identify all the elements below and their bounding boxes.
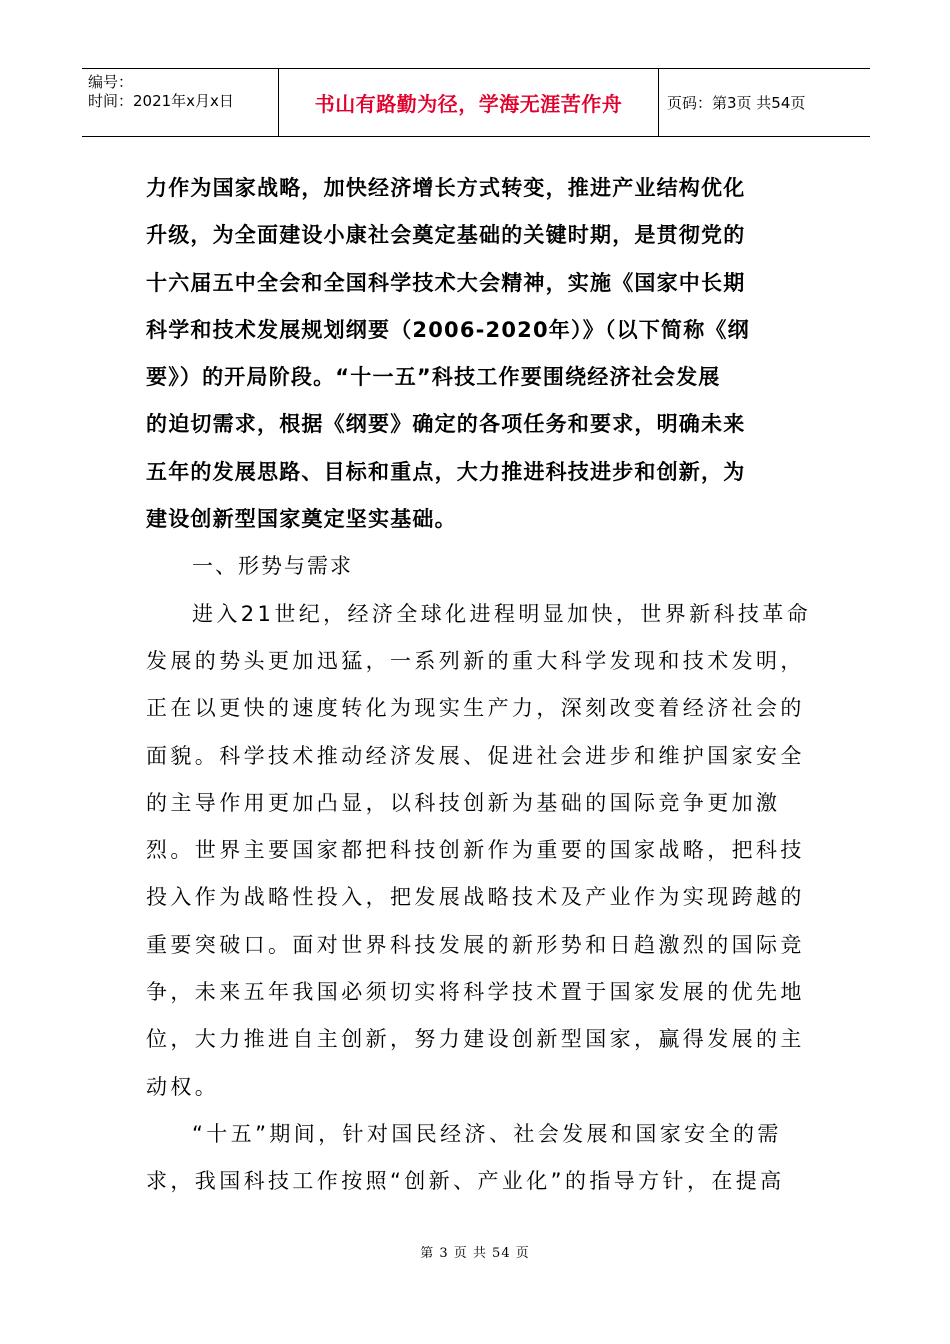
header-meta-cell (82, 69, 279, 136)
header-slogan: 书山有路勤为径，学海无涯苦作舟 (314, 92, 623, 116)
body-line: 科学和技术发展规划纲要（2006-2020年）》（以下简称《纲 (146, 317, 750, 342)
paragraph-line: 的主导作用更加凸显，以科技创新为基础的国际竞争更加激 (146, 790, 781, 815)
page-header (82, 68, 870, 137)
body-line: 建设创新型国家奠定坚实基础。 (146, 507, 457, 532)
paragraph-line: 发展的势头更加迅猛，一系列新的重大科学发现和技术发明， (146, 648, 805, 673)
document-body (146, 165, 812, 1206)
section-heading: 一、形势与需求 (192, 554, 353, 579)
paragraph-line: 投入作为战略性投入，把发展战略技术及产业作为实现跨越的 (146, 885, 805, 910)
paragraph-line: 面貌。科学技术推动经济发展、促进社会进步和维护国家安全 (146, 743, 805, 768)
header-page-cell (659, 69, 870, 136)
paragraph-line: 动权。 (146, 1074, 220, 1099)
page-footer: 第 3 页 共 54 页 (420, 1246, 530, 1261)
paragraph-line: 争，未来五年我国必须切实将科学技术置于国家发展的优先地 (146, 980, 805, 1005)
paragraph-line: 进入21世纪，经济全球化进程明显加快，世界新科技革命 (192, 601, 812, 626)
paragraph-line: 位，大力推进自主创新，努力建设创新型国家，赢得发展的主 (146, 1027, 805, 1052)
body-line: 十六届五中全会和全国科学技术大会精神，实施《国家中长期 (146, 270, 746, 295)
body-line: 五年的发展思路、目标和重点，大力推进科技进步和创新，为 (146, 459, 746, 484)
paragraph-line: 求，我国科技工作按照“创新、产业化”的指导方针，在提高 (146, 1169, 785, 1194)
body-line: 升级，为全面建设小康社会奠定基础的关键时期，是贯彻党的 (146, 223, 746, 248)
paragraph-line: 正在以更快的速度转化为现实生产力，深刻改变着经济社会的 (146, 696, 805, 721)
header-slogan-cell (279, 69, 659, 136)
body-line: 的迫切需求，根据《纲要》确定的各项任务和要求，明确未来 (146, 412, 746, 437)
body-line: 力作为国家战略，加快经济增长方式转变，推进产业结构优化 (146, 176, 746, 200)
header-page-code: 页码：第3页 共54页 (667, 94, 806, 112)
paragraph-line: 烈。世界主要国家都把科技创新作为重要的国家战略，把科技 (146, 838, 805, 863)
time-label: 时间：2021年x月x日 (88, 92, 234, 110)
serial-number-label: 编号： (88, 73, 134, 91)
paragraph-line: 重要突破口。面对世界科技发展的新形势和日趋激烈的国际竞 (146, 932, 805, 957)
paragraph-line: “十五”期间，针对国民经济、社会发展和国家安全的需 (192, 1121, 782, 1146)
body-line: 要》）的开局阶段。“十一五”科技工作要围绕经济社会发展 (146, 365, 721, 390)
